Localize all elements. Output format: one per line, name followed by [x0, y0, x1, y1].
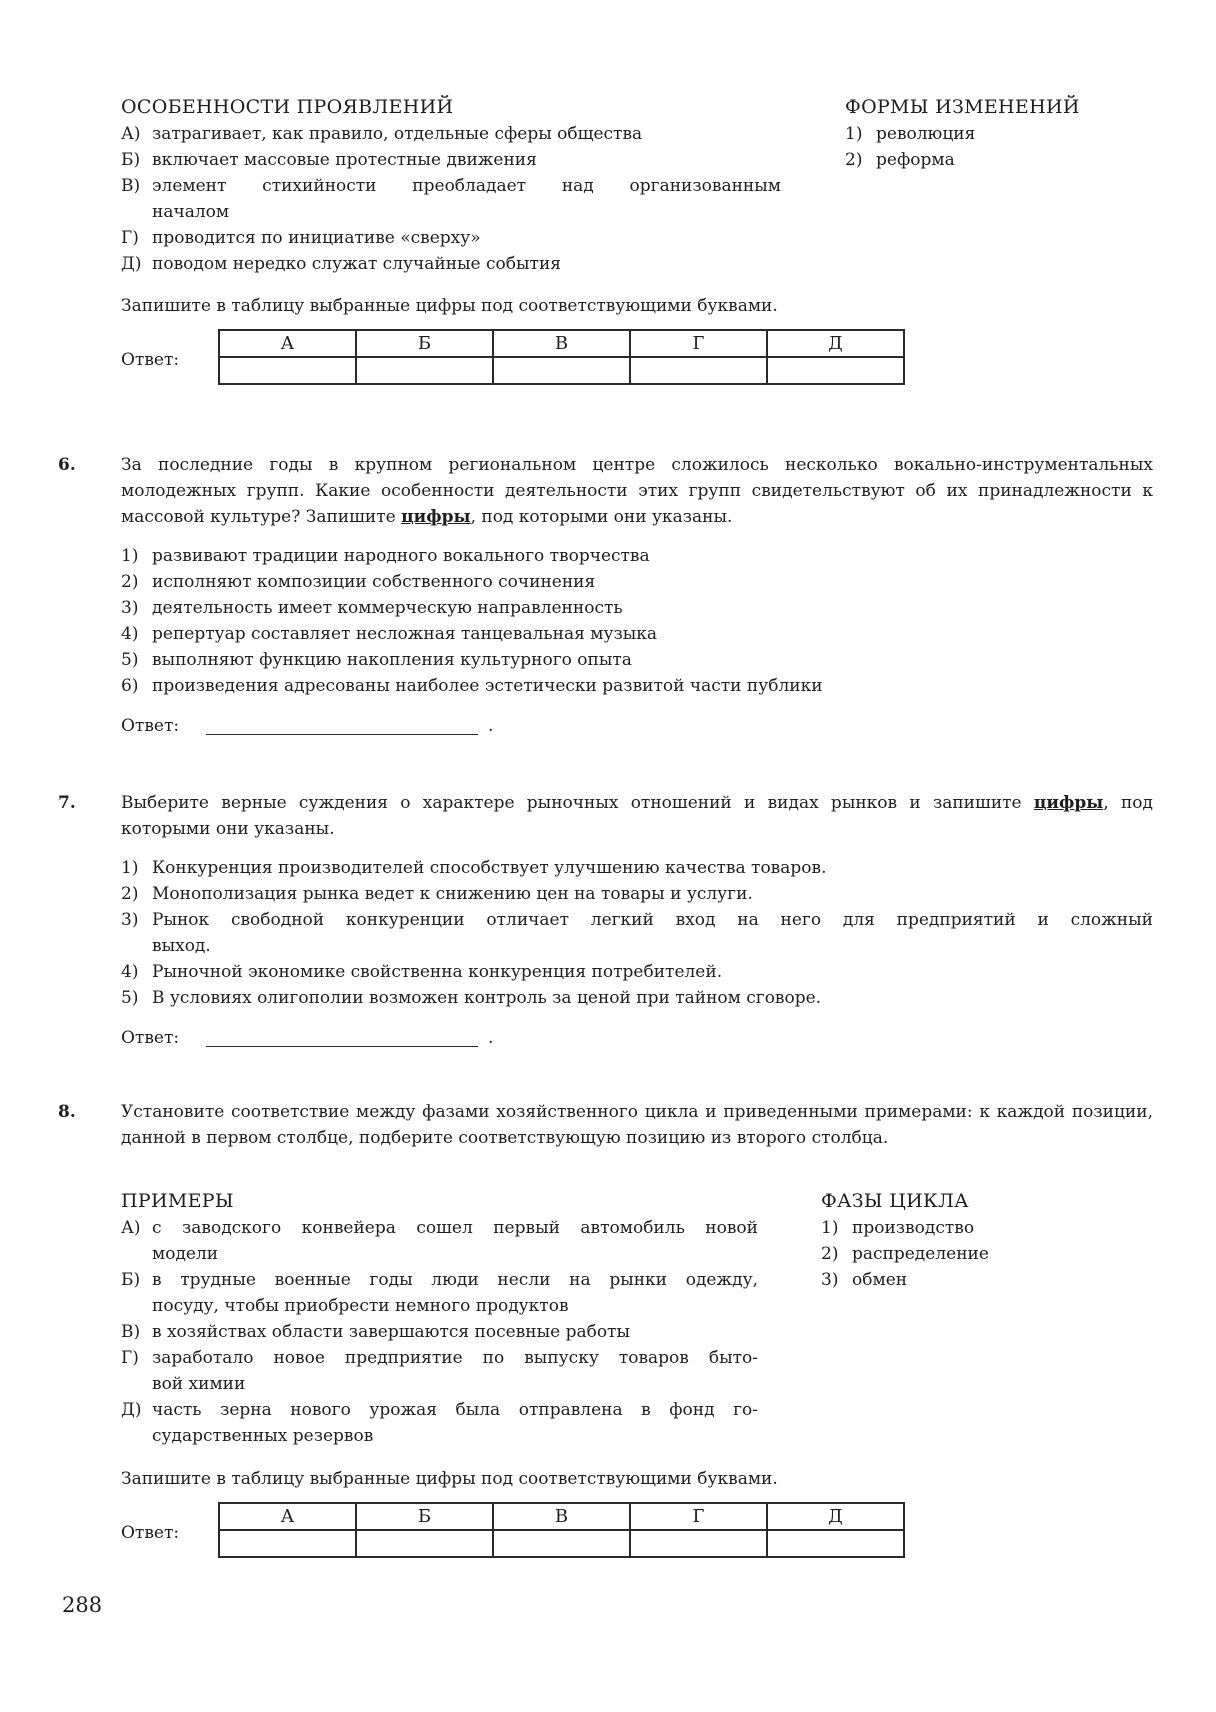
task6-answer-line[interactable] [206, 712, 478, 735]
task7-number: 7. [58, 793, 76, 813]
task7-option-3: 3) Рынок свободной конкуренции отличает легкий вход на него для предприятий и сложный выход. [121, 910, 1153, 956]
task6-answer-end: . [488, 716, 494, 736]
task8-answer-label: Ответ: [121, 1523, 180, 1543]
task6-answer-label: Ответ: [121, 716, 180, 736]
page-number: 288 [62, 1593, 103, 1617]
task5-item-v: В) элемент стихийности преобладает над организованным началом [121, 176, 781, 222]
task5-item-d: Д) поводом нередко служат случайные события [121, 254, 562, 274]
answer-cell-b[interactable] [356, 357, 493, 384]
task7-answer-line[interactable] [206, 1024, 478, 1047]
task6-option-6: 6) произведения адресованы наиболее эстетически развитой части публики [121, 676, 823, 696]
task8-option-1: 1) производство [821, 1218, 975, 1238]
task8-item-a: А) с заводского конвейера сошел первый автомобиль новой модели [121, 1218, 758, 1264]
table-header-row [219, 330, 904, 357]
task8-item-v: В) в хозяйствах области завершаются посевные работы [121, 1322, 630, 1342]
task6-number: 6. [58, 455, 76, 475]
table-header-cell: Д [767, 330, 904, 357]
task5-options [845, 121, 1125, 173]
task8-instruction: Запишите в таблицу выбранные цифры под соответствующими буквами. [121, 1469, 778, 1489]
task8-option-3: 3) обмен [821, 1270, 908, 1290]
task8-item-b: Б) в трудные военные годы люди несли на рынки одежду, посуду, чтобы приобрести немного продуктов [121, 1270, 758, 1316]
task5-item-a: А) затрагивает, как правило, отдельные сферы общества [121, 124, 643, 144]
task8-item-d: Д) часть зерна нового урожая была отправлена в фонд го- сударственных резервов [121, 1400, 758, 1446]
table-answer-row[interactable] [219, 1530, 904, 1557]
task6-option-3: 3) деятельность имеет коммерческую направленность [121, 598, 623, 618]
task7-answer-end: . [488, 1028, 494, 1048]
table-header-cell: Г [630, 1503, 767, 1530]
task6-option-2: 2) исполняют композиции собственного сочинения [121, 572, 596, 592]
answer-cell-v[interactable] [493, 1530, 630, 1557]
task5-instruction: Запишите в таблицу выбранные цифры под соответствующими буквами. [121, 296, 778, 316]
answer-cell-g[interactable] [630, 357, 767, 384]
task5-left-heading: ОСОБЕННОСТИ ПРОЯВЛЕНИЙ [121, 96, 454, 118]
answer-cell-d[interactable] [767, 1530, 904, 1557]
task7-option-4: 4) Рыночной экономике свойственна конкуренция потребителей. [121, 962, 723, 982]
task8-left-heading: ПРИМЕРЫ [121, 1190, 234, 1212]
task8-options [821, 1215, 1121, 1293]
task8-answer-table [218, 1502, 905, 1558]
table-header-cell: Г [630, 330, 767, 357]
table-header-cell: Б [356, 330, 493, 357]
table-header-cell: А [219, 330, 356, 357]
answer-cell-b[interactable] [356, 1530, 493, 1557]
table-header-cell: В [493, 330, 630, 357]
task5-option-1: 1) революция [845, 124, 976, 144]
task8-right-heading: ФАЗЫ ЦИКЛА [821, 1190, 969, 1212]
task7-option-1: 1) Конкуренция производителей способствует улучшению качества товаров. [121, 858, 827, 878]
task7-option-2: 2) Монополизация рынка ведет к снижению цен на товары и услуги. [121, 884, 753, 904]
task5-right-heading: ФОРМЫ ИЗМЕНЕНИЙ [845, 96, 1080, 118]
task6-option-5: 5) выполняют функцию накопления культурного опыта [121, 650, 632, 670]
task7-question: Выберите верные суждения о характере рыночных отношений и видах рынков и запишите цифры, под которыми они указаны. [121, 793, 1154, 839]
task8-items [121, 1215, 758, 1449]
task5-answer-table [218, 329, 905, 385]
table-header-cell: А [219, 1503, 356, 1530]
table-header-cell: Б [356, 1503, 493, 1530]
task5-item-b: Б) включает массовые протестные движения [121, 150, 537, 170]
task8-option-2: 2) распределение [821, 1244, 989, 1264]
table-header-cell: Д [767, 1503, 904, 1530]
answer-cell-v[interactable] [493, 357, 630, 384]
answer-cell-a[interactable] [219, 357, 356, 384]
task5-answer-label: Ответ: [121, 350, 180, 370]
task6-options [121, 543, 1153, 699]
task7-answer-label: Ответ: [121, 1028, 180, 1048]
answer-cell-g[interactable] [630, 1530, 767, 1557]
answer-cell-a[interactable] [219, 1530, 356, 1557]
task8-item-g: Г) заработало новое предприятие по выпуску товаров быто- вой химии [121, 1348, 758, 1394]
answer-cell-d[interactable] [767, 357, 904, 384]
table-header-cell: В [493, 1503, 630, 1530]
task6-option-4: 4) репертуар составляет несложная танцевальная музыка [121, 624, 658, 644]
task7-options [121, 855, 1153, 1011]
task8-number: 8. [58, 1102, 76, 1122]
task7-option-5: 5) В условиях олигополии возможен контроль за ценой при тайном сговоре. [121, 988, 822, 1008]
task8-question: Установите соответствие между фазами хозяйственного цикла и приведенными примерами: к каждой позиции, данной в первом столбце, подберите соответствующую позицию из второго столбца. [121, 1102, 1153, 1148]
table-answer-row[interactable] [219, 357, 904, 384]
task6-question: За последние годы в крупном региональном центре сложилось несколько вокально-инструментальных молодежных групп. Какие особенности деятельности этих групп свидетельствуют об их принадлежности к массовой культуре? Запишите цифры, под которыми они указаны. [121, 455, 1153, 527]
task6-option-1: 1) развивают традиции народного вокального творчества [121, 546, 650, 566]
task5-items [121, 121, 781, 277]
task5-item-g: Г) проводится по инициативе «сверху» [121, 228, 481, 248]
task5-option-2: 2) реформа [845, 150, 955, 170]
table-header-row [219, 1503, 904, 1530]
